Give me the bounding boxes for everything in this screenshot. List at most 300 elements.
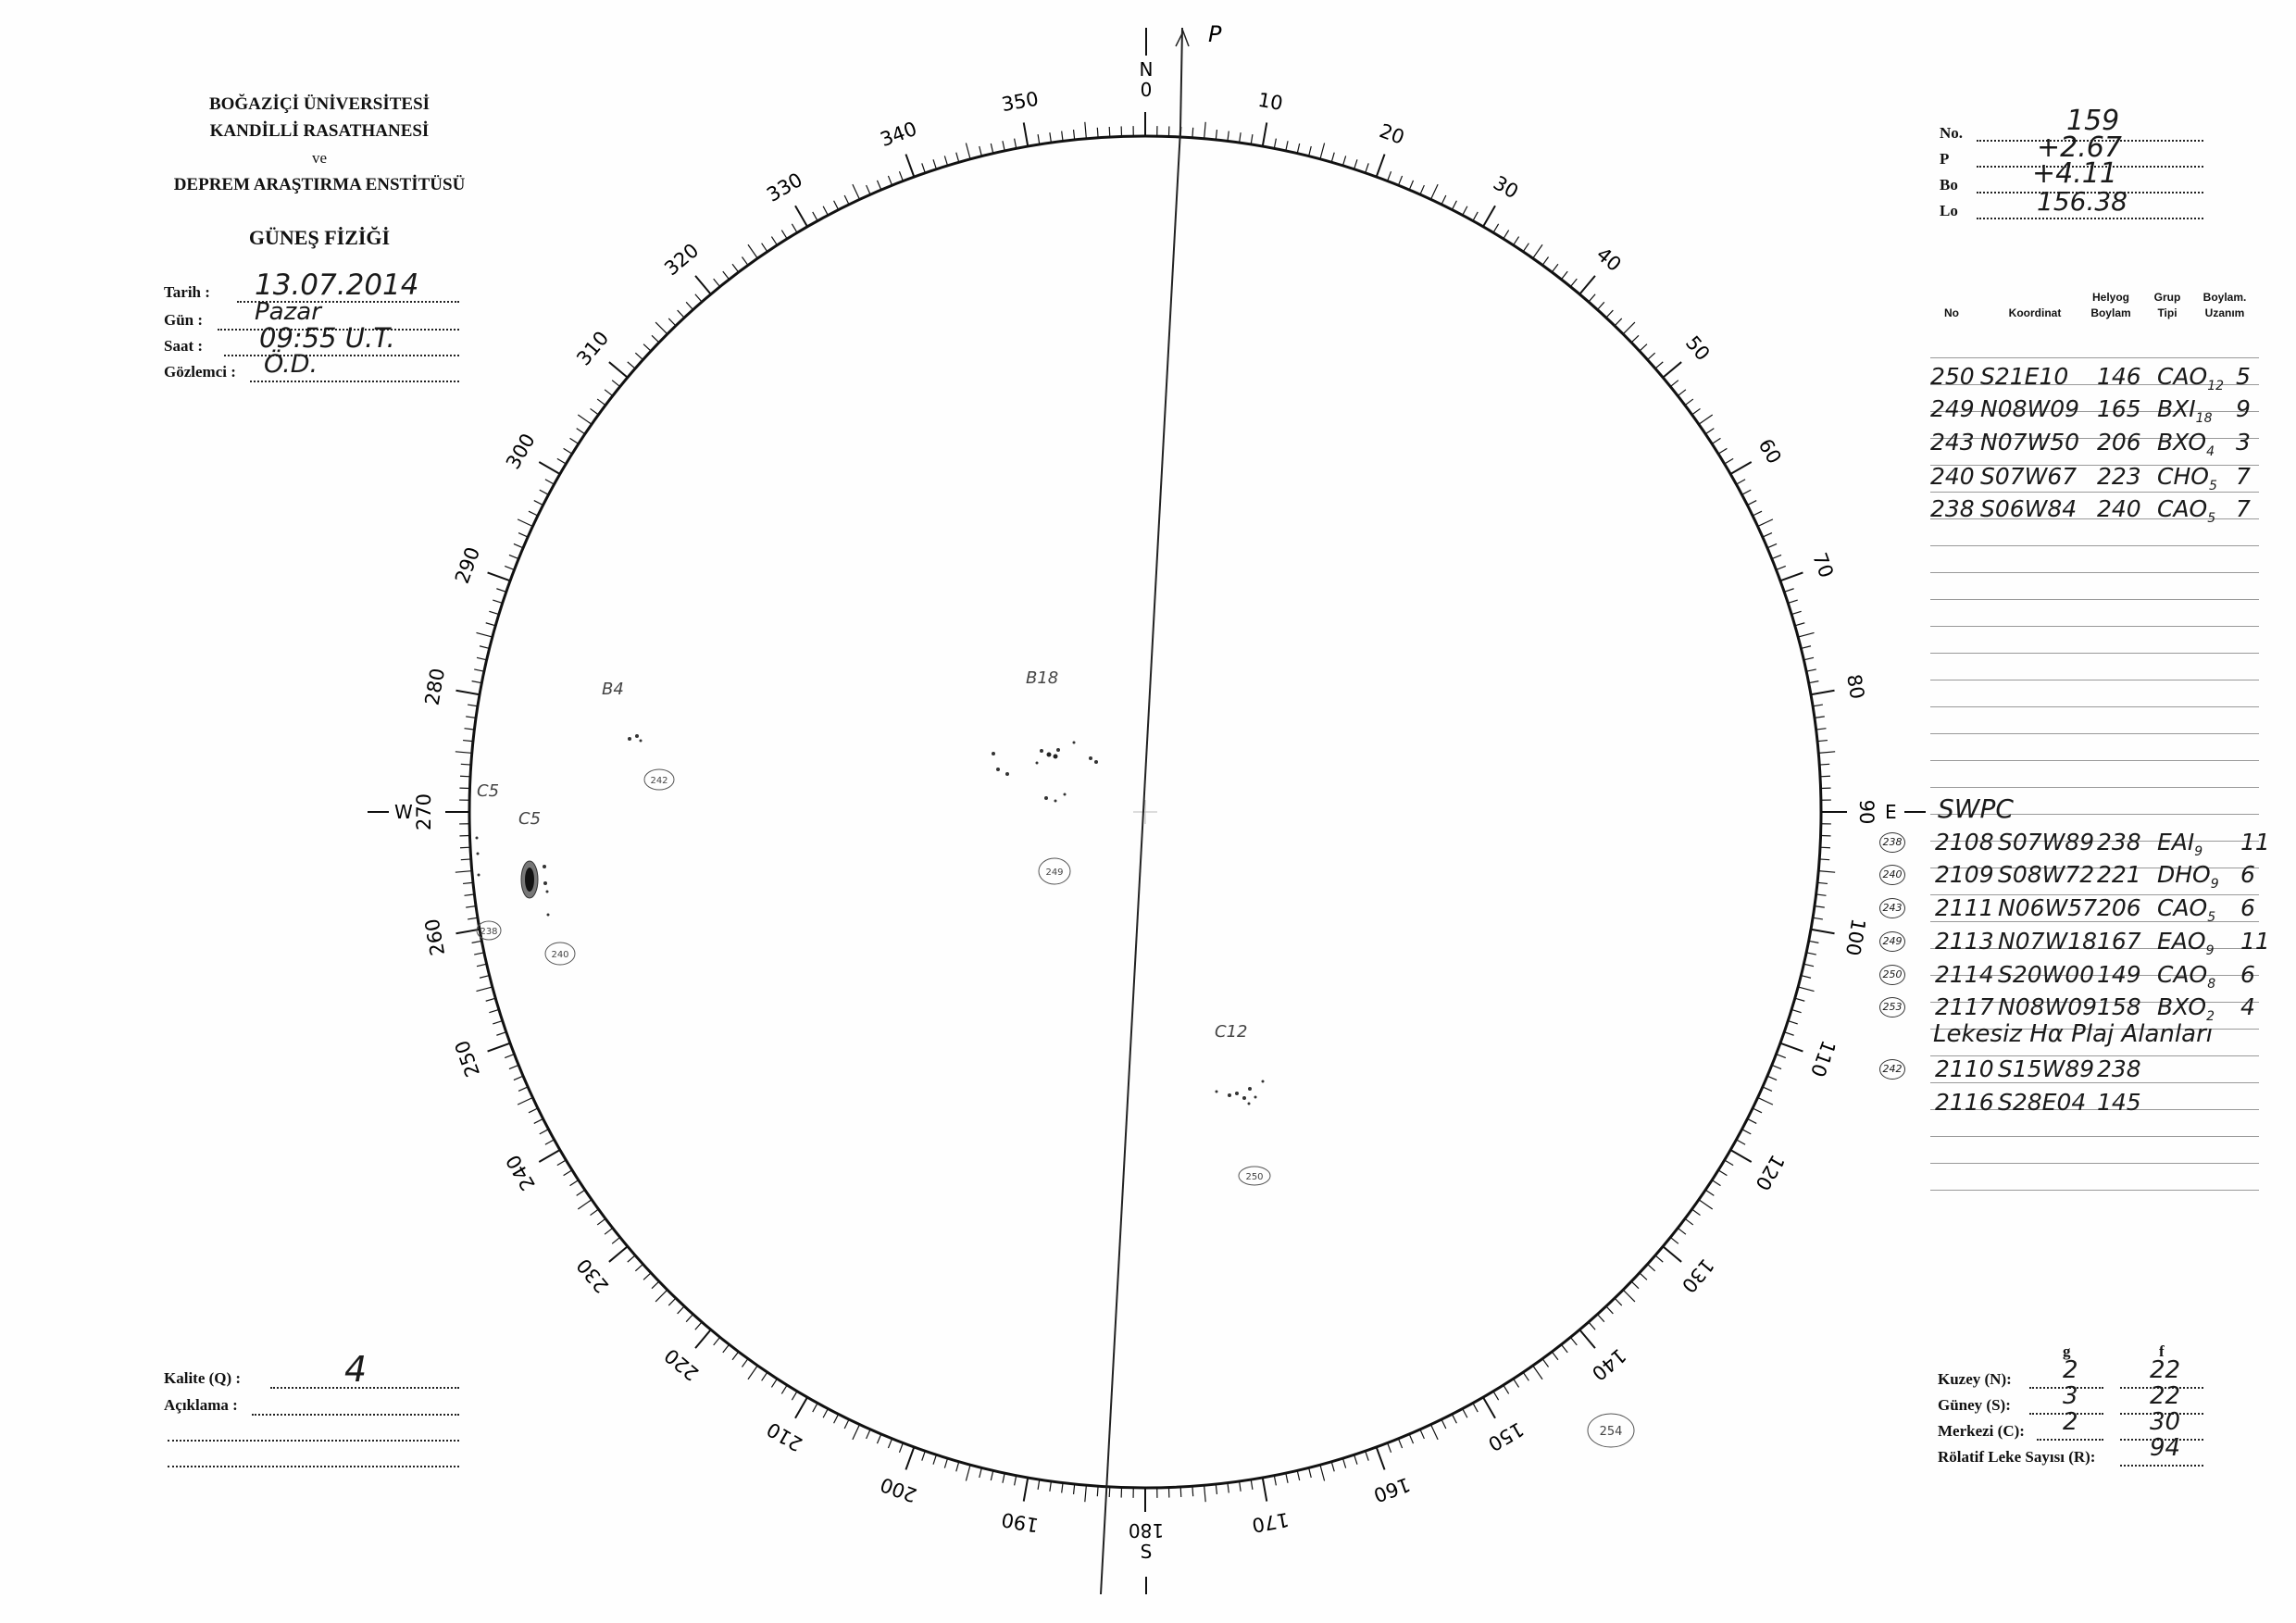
scale-label: 70 (1808, 549, 1838, 581)
scale-tick (1286, 1473, 1288, 1483)
scale-tick (1788, 600, 1797, 603)
scale-tick (1647, 1264, 1654, 1270)
scale-tick (1820, 847, 1830, 848)
scale-tick (1493, 1392, 1499, 1400)
scale-tick (1309, 146, 1312, 156)
p-value: +2.67 (2037, 131, 2122, 164)
sunspot-group-c12 (1215, 1022, 1270, 1185)
plage-no: 2110 (1935, 1055, 1994, 1082)
scale-tick (1758, 1098, 1773, 1105)
scale-tick (1542, 257, 1548, 266)
scale-tick (493, 600, 502, 603)
scale-tick (1730, 462, 1752, 474)
swpc-type-sub: 5 (2207, 910, 2216, 925)
relative-label: Rölatif Leke Sayısı (R): (1938, 1448, 2096, 1466)
group-type-text: BXI (2157, 395, 2196, 422)
scale-label: 300 (501, 430, 540, 473)
quality-value: 4 (344, 1349, 368, 1390)
label-b18: B18 (1026, 668, 1059, 688)
scale-tick (1670, 1237, 1678, 1243)
scale-label: 120 (1751, 1151, 1790, 1194)
scale-tick (1192, 1486, 1193, 1496)
scale-tick (723, 1344, 730, 1353)
scale-tick (792, 224, 797, 232)
north-g-value: 2 (2063, 1356, 2078, 1384)
plage-longitude: 238 (2097, 1055, 2141, 1082)
scale-tick (463, 882, 473, 883)
scale-tick (465, 894, 475, 895)
scale-tick (1463, 1409, 1467, 1418)
scale-tick (455, 691, 480, 695)
scale-tick (1274, 139, 1276, 149)
scale-tick (1015, 1476, 1017, 1486)
scale-tick (1204, 122, 1206, 139)
scale-tick (813, 1403, 817, 1412)
sunspot (546, 891, 549, 893)
swpc-ref: 238 (1879, 832, 1905, 853)
swpc-type-sub: 9 (2210, 877, 2219, 892)
swpc-extent: 6 (2240, 861, 2255, 888)
scale-tick (455, 930, 480, 934)
north-f-value: 22 (2150, 1356, 2181, 1384)
header-extent-line1: Boylam. (2202, 291, 2247, 304)
group-longitude: 146 (2097, 363, 2141, 390)
scale-label: 170 (1250, 1507, 1292, 1537)
scale-tick (1561, 271, 1567, 280)
scale-tick (1817, 882, 1828, 883)
scale-tick (1615, 318, 1622, 326)
pole-label: P (1208, 21, 1222, 47)
department-title: GÜNEŞ FİZİĞİ (248, 226, 391, 249)
scale-tick (564, 1170, 572, 1176)
scale-tick (1024, 122, 1029, 146)
relative-value: 94 (2150, 1434, 2181, 1462)
header-helio-line1: Helyog (2091, 291, 2129, 304)
scale-label: 350 (999, 87, 1041, 117)
group-coord: S07W67 (1980, 463, 2078, 490)
scale-tick (1523, 1372, 1529, 1380)
scale-tick (792, 1392, 797, 1400)
scale-label: 20 (1376, 119, 1408, 149)
institution-line-1: BOĞAZİÇİ ÜNİVERSİTESİ (208, 94, 430, 114)
time-value: 09:55 U.T. (259, 322, 395, 354)
scale-tick (493, 1021, 502, 1024)
date-label: Tarih : (164, 283, 210, 301)
swpc-label: SWPC (1938, 793, 2014, 824)
scale-tick (480, 976, 490, 979)
scale-tick (1420, 185, 1424, 194)
scale-tick (966, 143, 970, 158)
scale-tick (1795, 623, 1805, 626)
scale-tick (477, 964, 487, 966)
scale-tick (877, 181, 880, 190)
swpc-coord: S08W72 (1998, 861, 2095, 888)
scale-tick (1705, 1190, 1714, 1195)
swpc-type-text: CAO (2157, 961, 2208, 988)
scale-label: 200 (877, 1472, 920, 1507)
scale-tick (1801, 646, 1811, 649)
swpc-coord: N06W57 (1998, 894, 2098, 921)
scale-tick (1772, 1065, 1781, 1068)
scale-tick (605, 390, 613, 396)
scale-tick (1180, 1487, 1181, 1497)
swpc-ref: 250 (1879, 965, 1905, 985)
scale-tick (1795, 998, 1805, 1001)
sunspot (1073, 742, 1076, 744)
group-longitude: 240 (2097, 495, 2141, 522)
scale-tick (1692, 1209, 1701, 1215)
scale-tick (455, 752, 472, 754)
scale-tick (1085, 1485, 1087, 1502)
scale-tick (1640, 344, 1647, 352)
scale-tick (1483, 206, 1495, 227)
swpc-extent: 11 (2240, 928, 2270, 955)
swpc-extent: 11 (2240, 829, 2270, 855)
scale-tick (678, 1306, 685, 1314)
group-type-sub: 18 (2195, 411, 2213, 426)
scale-tick (686, 302, 693, 309)
scale-tick (1820, 776, 1830, 777)
scale-tick (1623, 322, 1635, 334)
no-value: 159 (2066, 105, 2120, 137)
scale-tick (867, 1429, 870, 1439)
scale-tick (1718, 448, 1727, 454)
scale-tick (466, 906, 476, 908)
scale-tick (505, 566, 514, 569)
scale-tick (1663, 1246, 1681, 1262)
scale-label: 60 (1753, 434, 1786, 468)
scale-tick (1670, 381, 1678, 387)
group-extent: 7 (2236, 495, 2251, 522)
scale-tick (1615, 1298, 1622, 1305)
scale-tick (463, 741, 473, 742)
scale-tick (1813, 918, 1823, 919)
sunspot (992, 752, 995, 755)
scale-tick (1803, 657, 1814, 659)
scale-tick (695, 276, 711, 294)
scale-tick (1788, 1021, 1797, 1024)
scale-tick (1647, 353, 1654, 359)
scale-label: 280 (420, 666, 450, 707)
scale-tick (1640, 1273, 1647, 1280)
scale-label: 10 (1256, 88, 1285, 115)
scale-tick (823, 1409, 828, 1418)
scale-tick (888, 1439, 892, 1448)
scale-tick (1085, 122, 1087, 139)
scale-tick (1320, 1465, 1325, 1480)
scale-tick (922, 1451, 926, 1460)
label-249: 249 (1045, 868, 1064, 878)
remark-label: Açıklama : (164, 1396, 238, 1414)
group-type-text: CAO (2157, 495, 2208, 522)
scale-tick (1772, 555, 1781, 558)
scale-tick (944, 1458, 947, 1468)
header-helio-line2: Boylam (2090, 306, 2131, 319)
scale-tick (742, 257, 747, 266)
scale-tick (1753, 1108, 1762, 1113)
scale-tick (980, 1467, 982, 1478)
north-label: N (1139, 58, 1154, 81)
swpc-ref: 240 (1879, 865, 1905, 885)
scale-tick (1473, 212, 1478, 221)
scale-tick (1655, 1255, 1663, 1262)
swpc-coord: S20W00 (1998, 961, 2095, 988)
scale-tick (1431, 184, 1439, 199)
scale-tick (1097, 128, 1098, 138)
sunspot-group-b18 (992, 668, 1098, 884)
scale-tick (834, 1414, 839, 1423)
scale-tick (714, 279, 720, 287)
label-c5: C5 (518, 809, 542, 829)
scale-tick (570, 1180, 579, 1186)
scale-tick (1816, 729, 1827, 730)
scale-label: 260 (420, 917, 450, 958)
label-238: 238 (480, 927, 498, 937)
scale-tick (545, 480, 555, 484)
scale-tick (742, 1359, 747, 1367)
observer-value: Ö.D. (264, 350, 318, 379)
scale-tick (1623, 1290, 1635, 1302)
scale-tick (480, 646, 490, 649)
scale-tick (1398, 176, 1402, 185)
scale-tick (1817, 741, 1828, 742)
scale-tick (877, 1434, 880, 1443)
scale-tick (905, 1447, 914, 1469)
scale-tick (1297, 144, 1299, 154)
scale-tick (1718, 1170, 1727, 1176)
group-coord: N07W50 (1980, 429, 2080, 456)
scale-tick (1286, 141, 1288, 151)
scale-tick (1463, 206, 1467, 216)
day-value: Pazar (255, 298, 321, 326)
scale-tick (1504, 1385, 1509, 1393)
label-240: 240 (551, 950, 569, 960)
scale-tick (1251, 134, 1253, 144)
swpc-coord: S07W89 (1998, 829, 2095, 855)
scale-tick (1806, 669, 1816, 671)
scale-tick (1024, 1478, 1029, 1502)
scale-tick (714, 1337, 720, 1345)
plage-no: 2116 (1935, 1089, 1994, 1116)
group-type-sub: 5 (2208, 479, 2217, 493)
scale-tick (655, 1290, 668, 1302)
scale-tick (991, 1470, 992, 1480)
scale-tick (844, 195, 849, 205)
sunspot-group-c5-west (476, 781, 576, 965)
scale-tick (1712, 1180, 1720, 1186)
scale-tick (1062, 1483, 1063, 1493)
scale-tick (1003, 141, 1004, 151)
sunspot (1005, 772, 1009, 776)
plage-ref: 242 (1879, 1059, 1905, 1080)
bo-label: Bo (1940, 176, 1958, 194)
group-coord: S06W84 (1980, 495, 2078, 522)
scale-tick (1570, 1337, 1577, 1345)
time-label: Saat : (164, 337, 204, 355)
scale-tick (518, 1087, 528, 1091)
scale-tick (534, 501, 543, 506)
group-type-sub: 12 (2207, 379, 2225, 393)
scale-tick (1678, 1228, 1686, 1234)
scale-tick (771, 237, 777, 245)
scale-tick (1263, 122, 1267, 146)
scale-tick (834, 201, 839, 210)
group-extent: 9 (2236, 395, 2251, 422)
center-f-value: 30 (2150, 1408, 2181, 1436)
scale-tick (577, 429, 585, 434)
scale-tick (1809, 941, 1819, 943)
group-no: 250 (1930, 363, 1975, 390)
scale-tick (1109, 127, 1110, 137)
swpc-longitude: 221 (2097, 861, 2141, 888)
scale-tick (1409, 181, 1413, 190)
scale-tick (781, 231, 787, 239)
sunspot (1036, 762, 1039, 765)
scale-tick (557, 1160, 566, 1166)
scale-tick (1354, 159, 1357, 169)
scale-tick (1377, 155, 1385, 177)
scale-tick (1473, 1403, 1478, 1412)
scale-label: 140 (1587, 1343, 1630, 1385)
group-extent: 3 (2236, 429, 2251, 456)
swpc-extent: 4 (2240, 993, 2255, 1020)
scale-tick (1366, 163, 1369, 172)
plage-longitude: 145 (2097, 1089, 2141, 1116)
sunspot (1262, 1080, 1265, 1083)
sunspot (543, 881, 547, 885)
sunspot (640, 740, 643, 743)
scale-tick (1811, 930, 1835, 934)
scale-tick (668, 318, 676, 326)
scale-tick (1699, 415, 1713, 424)
swpc-ref: 243 (1879, 898, 1905, 918)
scale-tick (853, 184, 860, 199)
scale-tick (591, 1209, 599, 1215)
scale-tick (1780, 1043, 1803, 1052)
scale-tick (514, 543, 523, 547)
scale-tick (505, 1055, 514, 1058)
scale-tick (605, 1228, 613, 1234)
sunspot (1054, 800, 1057, 803)
scale-tick (748, 1366, 757, 1380)
header-group-line1: Grup (2153, 291, 2181, 304)
f-header: f (2159, 1342, 2165, 1360)
scale-tick (1320, 143, 1325, 158)
group-no: 240 (1930, 463, 1975, 490)
scale-tick (1747, 501, 1756, 506)
scale-tick (905, 155, 914, 177)
scale-tick (1819, 764, 1829, 765)
scale-tick (1798, 987, 1814, 992)
sunspot (1242, 1096, 1246, 1100)
swpc-type-text: EAI (2157, 829, 2195, 855)
scale-tick (695, 294, 702, 302)
scale-tick (1493, 224, 1499, 232)
scale-tick (652, 335, 659, 343)
scale-label: 240 (501, 1151, 540, 1194)
scale-tick (1777, 566, 1786, 569)
scale-tick (1192, 128, 1193, 138)
institution-line-3: ve (311, 149, 328, 167)
scale-tick (1483, 1397, 1495, 1418)
scale-tick (771, 1379, 777, 1387)
scale-tick (899, 1443, 903, 1453)
scale-tick (944, 156, 947, 166)
scale-tick (635, 353, 643, 359)
plage-note-254 (1588, 1414, 1634, 1447)
scale-tick (1663, 362, 1681, 378)
group-type-text: CHO (2157, 463, 2209, 490)
scale-tick (1533, 1366, 1542, 1380)
scale-tick (1074, 1484, 1075, 1494)
quality-label: Kalite (Q) : (164, 1369, 242, 1387)
scale-tick (1815, 717, 1825, 718)
scale-tick (489, 611, 499, 614)
scale-tick (488, 572, 510, 581)
scale-tick (486, 623, 496, 626)
p-label: P (1940, 150, 1950, 168)
scale-tick (468, 705, 478, 706)
scale-tick (1504, 231, 1509, 239)
scale-tick (1251, 1479, 1253, 1490)
scale-label: 210 (763, 1417, 806, 1456)
scale-label: 110 (1805, 1037, 1841, 1080)
swpc-no: 2111 (1935, 894, 1994, 921)
scale-tick (1777, 1055, 1786, 1058)
scale-tick (1597, 302, 1603, 309)
scale-tick (1725, 1160, 1733, 1166)
scale-tick (980, 146, 982, 156)
scale-tick (496, 1032, 505, 1036)
scale-tick (461, 859, 471, 860)
sunspot (635, 734, 639, 738)
sunspot (1248, 1087, 1252, 1091)
group-extent: 5 (2236, 363, 2251, 390)
scale-tick (956, 1462, 959, 1472)
scale-tick (1297, 1470, 1299, 1480)
scale-tick (609, 362, 628, 378)
swpc-longitude: 158 (2097, 993, 2141, 1020)
sunspot (478, 874, 480, 877)
scale-label: 40 (1591, 243, 1626, 277)
scale-tick (612, 1237, 620, 1243)
scale-tick (1747, 1118, 1756, 1123)
scale-tick (1514, 1379, 1519, 1387)
scale-tick (476, 632, 492, 637)
scale-tick (1109, 1487, 1110, 1497)
scale-tick (1784, 1032, 1793, 1036)
scale-tick (1784, 589, 1793, 593)
scale-tick (486, 998, 496, 1001)
center-g-value: 2 (2063, 1408, 2078, 1436)
group-no: 249 (1930, 395, 1975, 422)
scale-tick (1240, 1481, 1242, 1492)
label-250: 250 (1245, 1172, 1264, 1182)
scale-tick (1631, 1281, 1639, 1289)
scale-label: 100 (1841, 917, 1870, 958)
scale-label: 320 (660, 239, 704, 281)
scale-tick (1441, 1419, 1446, 1429)
institution-line-4: DEPREM ARAŞTIRMA ENSTİTÜSÜ (173, 175, 466, 194)
sunspot (1040, 749, 1043, 753)
scale-tick (1767, 543, 1777, 547)
scale-tick (1420, 1429, 1424, 1439)
scale-tick (1803, 964, 1814, 966)
scale-tick (1742, 490, 1752, 494)
scale-tick (1685, 1218, 1693, 1225)
scale-tick (635, 1264, 643, 1270)
day-label: Gün : (164, 311, 204, 329)
